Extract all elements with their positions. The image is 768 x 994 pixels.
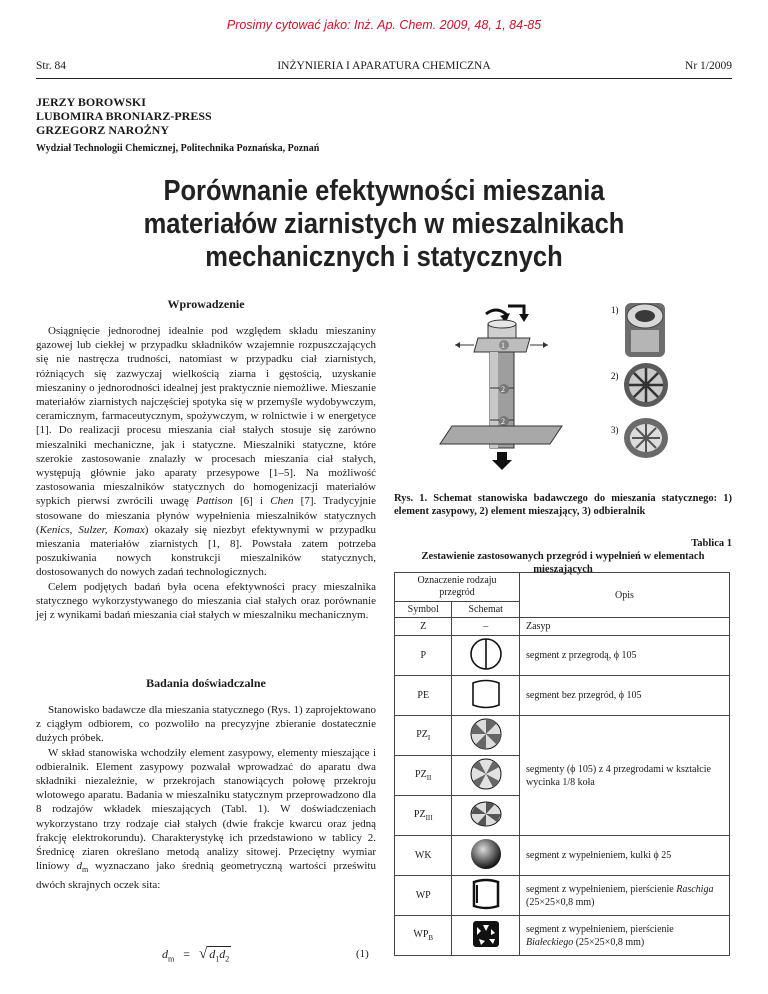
table-row: $WP_B$ segment z wypełnieniem, pierścienie Białeckiego (25×25×0,8 mm) [395, 916, 730, 956]
photo-mixing-element [624, 363, 668, 407]
table-row: WK segment z wypełnieniem, kulki ϕ 25 [395, 836, 730, 876]
intro-paragraph-1: Osiągnięcie jednorodnej idealnie pod względem składu mieszaniny gazowej lub ciekłej w przypadku składników wzajemnie rozpuszczających się nie nastręcza trudności, natomiast w przypadku ciał ziarnistych, różniących się zazwyczaj wielkością ziarna i gęstością, uzyskanie mieszaniny o jednorodności idealnej jest praktycznie niemożliwe. Mieszanie materiałów ziarnistych najczęściej spotyka się w przemyśle wydobywczym, ceramicznym, farmaceutycznym, spożywczym, w rolnictwie i w energetyce [1]. Do realizacji procesu mieszania ciał stałych stosuje się zarówno mieszalniki mechaniczne, jak i statyczne. Mieszalniki statyczne, które szerokie zastosowanie znalazły w procesach mieszania ciał stałych, występują głównie jako aparaty przesypowe [1–5]. Na możliwość zastosowania mieszalników statycznych do homogenizacji materiałów sypkich pierwsi zwrócili uwagę Pattison [6] i Chen [7]. Tradycyjnie stosowane do mieszania płynów wypełnienia mieszalników statycznych (Kenics, Sulzer, Komax) okazały się niezbyt efektywnymi w przypadku mieszania materiałów ziarnistych [1, 8]. Powstała zatem potrzeba poszukiwania nowych konstrukcji mieszalników statycznych, dostosowanych do nowych zadań technologicznych. [36, 325, 376, 579]
citation-note: Prosimy cytować jako: Inż. Ap. Chem. 2009, 48, 1, 84-85 [226, 18, 542, 32]
raschig-ring-icon [469, 877, 503, 911]
figure-label-2: 2) [611, 371, 619, 381]
affiliation: Wydział Technologii Chemicznej, Politechnika Poznańska, Poznań [36, 143, 320, 154]
ball-packing-icon [469, 837, 503, 871]
table-row: WP segment z wypełnieniem, pierścienie Raschiga (25×25×0,8 mm) [395, 876, 730, 916]
figure-label-3: 3) [611, 425, 619, 435]
bialecki-ring-icon [469, 917, 503, 951]
table-row: $PZ_{III}$ [395, 796, 730, 836]
intro-paragraph-2: Celem podjętych badań była ocena efektywności pracy mieszalnika statycznego wykorzystywanego do mieszania ciał stałych oraz porównanie jej z wynikami badań mieszania ciał stałych w mieszalniku mechanicznym. [36, 580, 376, 622]
table-row: P segment z przegrodą, ϕ 105 [395, 636, 730, 676]
sector-disc-icon [469, 757, 503, 791]
experiments-text [36, 703, 376, 892]
authors [36, 95, 212, 137]
table-head-group: Oznaczenie rodzaju przegród [395, 573, 520, 602]
svg-text:2: 2 [501, 417, 505, 426]
paper-title: Porównanie efektywności mieszania materiałów ziarnistych w mieszalnikach mechanicznych i statycznych [143, 175, 625, 273]
author: GRZEGORZ NAROŻNY [36, 123, 170, 137]
section-heading-experiments: Badania doświadczalne [146, 676, 266, 690]
sector-disc-icon [469, 717, 503, 751]
table-row: Z – Zasyp [395, 618, 730, 636]
header-rule [36, 78, 732, 79]
table-head-symbol: Symbol [395, 602, 452, 618]
photo-receiver [624, 418, 668, 458]
author: JERZY BOROWSKI [36, 95, 146, 109]
partition-segment-icon [469, 637, 503, 671]
equation-number: (1) [356, 948, 369, 960]
table-1-label: Tablica 1 [691, 538, 732, 549]
table-row: PE segment bez przegród, ϕ 105 [395, 676, 730, 716]
table-1-title: Zestawienie zastosowanych przegród i wypełnień w elementach mieszających [421, 551, 705, 575]
photo-feed-element [625, 303, 665, 357]
author: LUBOMIRA BRONIARZ-PRESS [36, 109, 212, 123]
table-head-schema: Schemat [452, 602, 520, 618]
sector-disc-icon [469, 797, 503, 831]
empty-segment-icon [469, 677, 503, 711]
journal-name: INŻYNIERIA I APARATURA CHEMICZNA [277, 60, 491, 72]
table-1 [394, 572, 730, 956]
figure-1-caption: Rys. 1. Schemat stanowiska badawczego do mieszania statycznego: 1) element zasypowy, 2) element mieszający, 3) odbieralnik [394, 493, 732, 517]
table-head-desc: Opis [520, 573, 730, 618]
exp-paragraph-1: Stanowisko badawcze dla mieszania statycznego (Rys. 1) zaprojektowano z ciągłym odbiorem, co pozwoliło na precyzyjne zbieranie dostatecznie dużych próbek. [36, 704, 376, 745]
table-row: $PZ_{II}$ [395, 756, 730, 796]
svg-text:1: 1 [501, 341, 505, 350]
intro-text [36, 324, 376, 622]
section-heading-intro: Wprowadzenie [167, 297, 245, 311]
equation-1: $d_m$ = √ $d_1d_2$ [162, 946, 230, 964]
exp-paragraph-2: W skład stanowiska wchodziły element zasypowy, elementy mieszające i odbieralnik. Element zasypowy pozwalał wprowadzać do aparatu dwa składniki niezależnie, w przekrojach stanowiących połowę przekroju wlotowego aparatu. Badania w mieszalniku statycznym przeprowadzono dla 8 rodzajów wkładek mieszających (Tabl. 1). W doświadczeniach wykorzystano trzy rodzaje ciał stałych (dwie frakcje kwarcu oraz jedną frakcję elektrokorundu). Charakterystykę ich przedstawiono w tablicy 2. Średnicę ziaren określano metodą analizy sitowej. Przeciętny wymiar liniowy $d_m$ wyznaczano jako średnią geometryczną wartości prześwitu dwóch skrajnych oczek sita: [36, 746, 376, 891]
svg-text:2: 2 [501, 385, 505, 394]
page-number: Str. 84 [36, 60, 67, 72]
table-row: $PZ_I$ segmenty (ϕ 105) z 4 przegrodami w kształcie wycinka 1/8 koła [395, 716, 730, 756]
issue-number: Nr 1/2009 [685, 60, 732, 72]
figure-1 [400, 300, 735, 470]
figure-label-1: 1) [611, 305, 619, 315]
